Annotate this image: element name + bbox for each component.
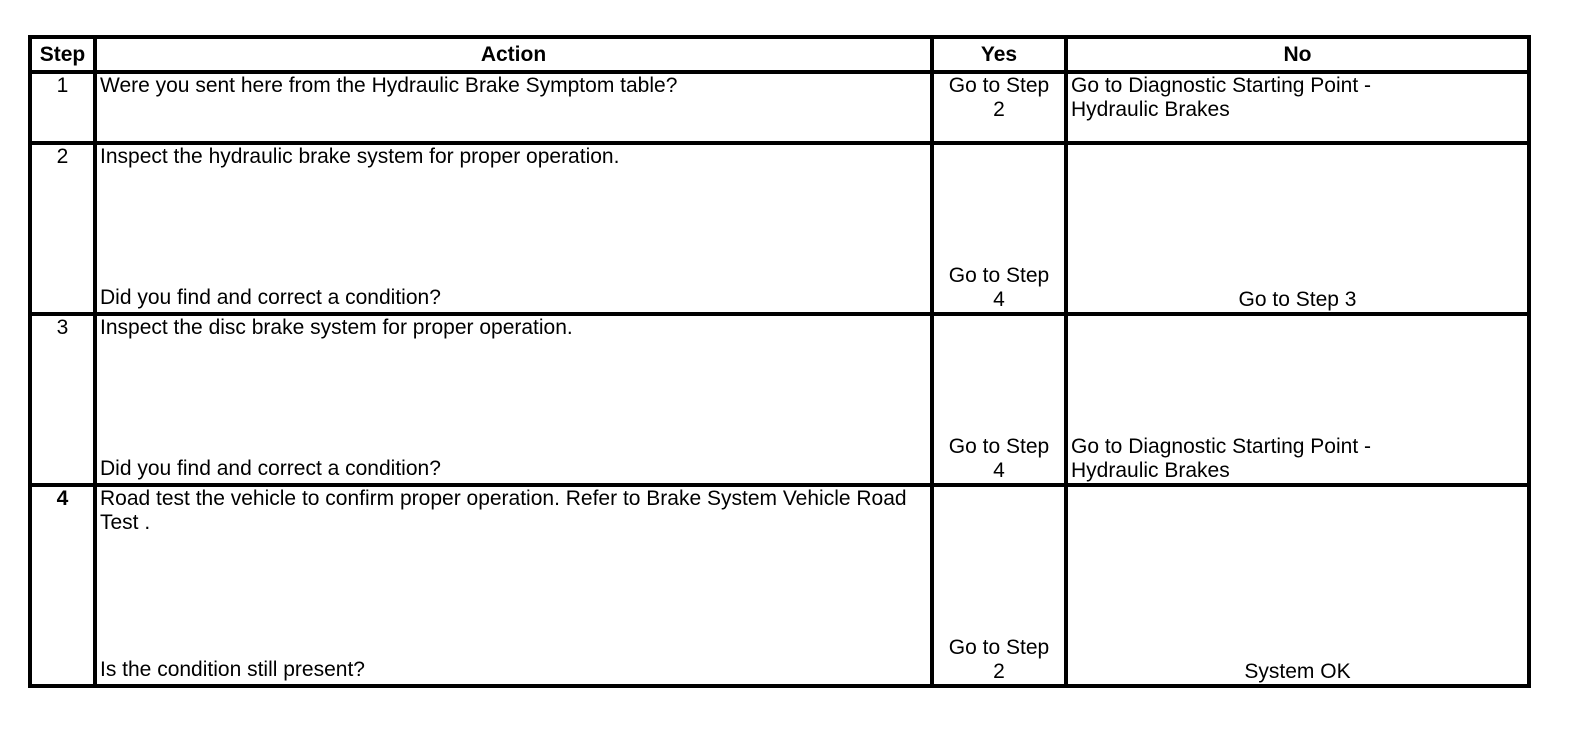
no-link[interactable]: System OK — [1244, 660, 1351, 683]
action-cell — [95, 314, 932, 485]
yes-line2: 4 — [993, 459, 1005, 482]
action-text — [100, 487, 927, 535]
header-no: No — [1066, 37, 1529, 72]
yes-link[interactable] — [937, 636, 1061, 684]
no-cell — [1066, 143, 1529, 314]
header-row — [30, 37, 1529, 72]
step-number: 3 — [30, 314, 95, 485]
action-cell — [95, 72, 932, 143]
diagnostic-table — [28, 35, 1531, 688]
action-text: Were you sent here from the Hydraulic Brake Symptom table? — [100, 74, 678, 97]
yes-link[interactable] — [937, 264, 1061, 312]
table-row — [30, 314, 1529, 485]
step-number: 1 — [30, 72, 95, 143]
table-row — [30, 72, 1529, 143]
yes-cell — [932, 143, 1066, 314]
no-line2: Hydraulic Brakes — [1071, 98, 1230, 121]
yes-cell — [932, 314, 1066, 485]
yes-line1: Go to Step — [948, 74, 1050, 97]
table-row — [30, 485, 1529, 686]
step-number: 4 — [30, 485, 95, 686]
header-yes: Yes — [932, 37, 1066, 72]
yes-line2: 2 — [993, 660, 1005, 683]
header-step: Step — [30, 37, 95, 72]
yes-link[interactable] — [937, 74, 1061, 122]
no-link[interactable]: Go to Step 3 — [1238, 288, 1357, 311]
action-text: Inspect the disc brake system for proper operation. — [100, 316, 573, 339]
step-number: 2 — [30, 143, 95, 314]
yes-cell — [932, 485, 1066, 686]
no-line1: Go to Diagnostic Starting Point - — [1071, 74, 1371, 97]
action-text-main: Road test the vehicle to confirm proper operation. Refer to Brake System Vehicle Road Test . — [100, 487, 907, 534]
action-cell — [95, 485, 932, 686]
yes-line1: Go to Step — [948, 264, 1050, 287]
yes-cell — [932, 72, 1066, 143]
yes-line2: 2 — [993, 98, 1005, 121]
yes-link[interactable] — [937, 435, 1061, 483]
action-cell — [95, 143, 932, 314]
no-line1: Go to Diagnostic Starting Point - — [1071, 435, 1371, 458]
action-question: Is the condition still present? — [100, 658, 365, 681]
no-cell — [1066, 72, 1529, 143]
action-question: Did you find and correct a condition? — [100, 286, 441, 309]
no-cell — [1066, 485, 1529, 686]
table-row — [30, 143, 1529, 314]
no-link[interactable] — [1071, 435, 1524, 483]
yes-line1: Go to Step — [948, 435, 1050, 458]
no-link[interactable] — [1071, 74, 1524, 122]
yes-line1: Go to Step — [948, 636, 1050, 659]
action-question: Did you find and correct a condition? — [100, 457, 441, 480]
no-line2: Hydraulic Brakes — [1071, 459, 1230, 482]
action-text: Inspect the hydraulic brake system for proper operation. — [100, 145, 620, 168]
yes-line2: 4 — [993, 288, 1005, 311]
header-action: Action — [95, 37, 932, 72]
no-cell — [1066, 314, 1529, 485]
